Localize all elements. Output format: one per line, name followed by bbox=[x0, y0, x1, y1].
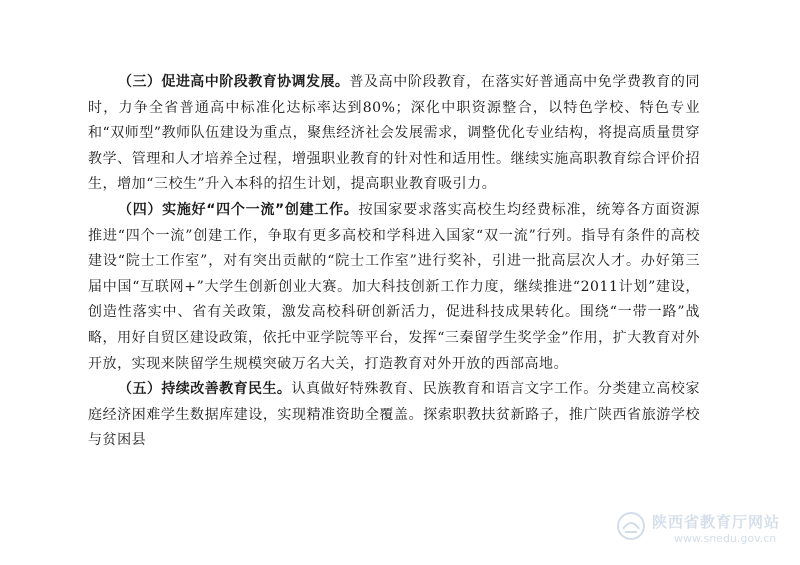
paragraph-text: 普及高中阶段教育，在落实好普通高中免学费教育的同时，力争全省普通高中标准化达标率达到80%；深化中职资源整合，以特色学校、特色专业和“双师型”教师队伍建设为重点，聚焦经济社会发展需求，调整优化专业结构，将提高质量贯穿教学、管理和人才培养全过程，增强职业教育的针对性和适用性。继续实施高职教育综合评价招生，增加“三校生”升入本科的招生计划，提高职业教育吸引力。 bbox=[88, 74, 700, 193]
paragraph-section-5 bbox=[88, 377, 700, 454]
paragraph-section-3 bbox=[88, 70, 700, 198]
watermark-title: 陕西省教育厅网站 bbox=[652, 513, 781, 531]
paragraph-section-4 bbox=[88, 198, 700, 377]
document-body bbox=[88, 70, 700, 454]
section-heading: （四）实施好“四个一流”创建工作。 bbox=[118, 201, 359, 218]
watermark-url: www.snedu.gov.cn bbox=[674, 532, 777, 545]
education-department-logo-icon bbox=[616, 511, 646, 541]
section-heading: （三）促进高中阶段教育协调发展。 bbox=[118, 74, 350, 90]
site-watermark bbox=[616, 507, 786, 551]
section-heading: （五）持续改善教育民生。 bbox=[118, 381, 292, 398]
paragraph-text: 按国家要求落实高校生均经费标准，统筹各方面资源推进“四个一流”创建工作，争取有更多高校和学科进入国家“双一流”行列。指导有条件的高校建设“院士工作室”，对有突出贡献的“院士工作室”进行奖补，引进一批高层次人才。办好第三届中国“互联网+”大学生创新创业大赛。加大科技创新工作力度，继续推进“2011计划”建设，创造性落实中、省有关政策，激发高校科研创新活力，促进科技成果转化。围绕“一带一路”战略，用好自贸区建设政策，依托中亚学院等平台，发挥“三秦留学生奖学金”作用，扩大教育对外开放，实现来陕留学生规模突破万名大关，打造教育对外开放的西部高地。 bbox=[88, 201, 700, 372]
paragraph-text: 认真做好特殊教育、民族教育和语言文字工作。分类建立高校家庭经济困难学生数据库建设，实现精准资助全覆盖。探索职教扶贫新路子，推广陕西省旅游学校与贫困县 bbox=[88, 381, 700, 449]
